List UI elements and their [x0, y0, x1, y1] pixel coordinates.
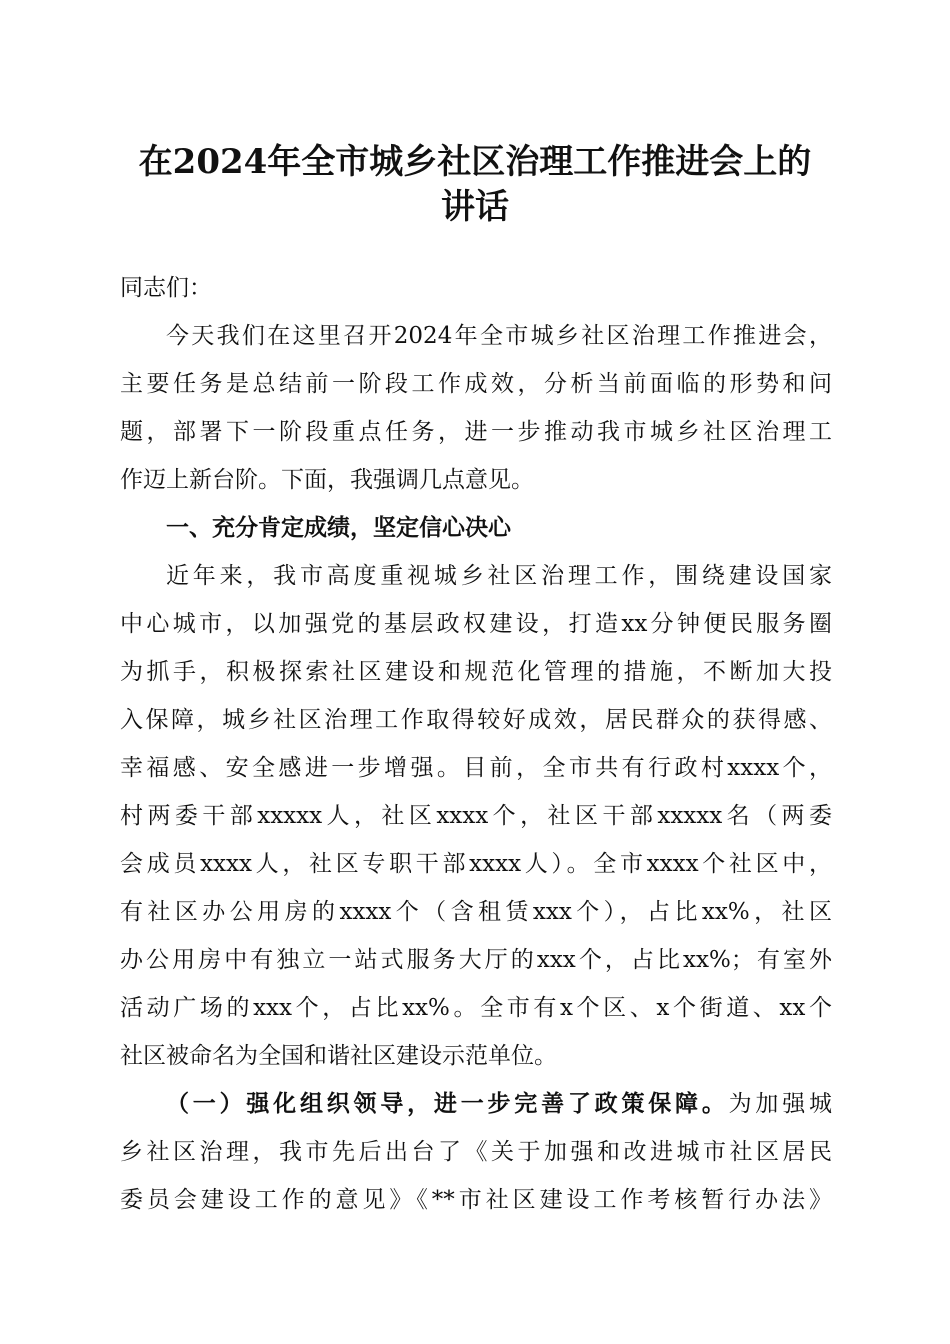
- document-title-line-1: 在2024年全市城乡社区治理工作推进会上的: [138, 142, 812, 182]
- subsection-lead: （一）强化组织领导，进一步完善了政策保障。: [166, 1090, 729, 1117]
- paragraph-line: 委员会建设工作的意见》《**市社区建设工作考核暂行办法》: [120, 1187, 832, 1213]
- paragraph-line: 会成员xxxx人，社区专职干部xxxx人）。全市xxxx个社区中，: [120, 851, 832, 877]
- paragraph-line: 办公用房中有独立一站式服务大厅的xxx个，占比xx%；有室外: [120, 947, 832, 973]
- intro-line: 今天我们在这里召开2024年全市城乡社区治理工作推进会，: [166, 323, 832, 349]
- paragraph-line: 村两委干部xxxxx人，社区xxxx个，社区干部xxxxx名（两委: [120, 803, 832, 829]
- intro-line: 作迈上新台阶。下面，我强调几点意见。: [120, 467, 534, 493]
- paragraph-line: 社区被命名为全国和谐社区建设示范单位。: [120, 1043, 557, 1069]
- intro-line: 主要任务是总结前一阶段工作成效，分析当前面临的形势和问: [120, 371, 832, 397]
- paragraph-line: 乡社区治理，我市先后出台了《关于加强和改进城市社区居民: [120, 1139, 832, 1165]
- paragraph-line: 幸福感、安全感进一步增强。目前，全市共有行政村xxxx个，: [120, 755, 832, 781]
- subsection-line: [120, 1080, 832, 1128]
- paragraph-line: 为抓手，积极探索社区建设和规范化管理的措施，不断加大投: [120, 659, 832, 685]
- subsection-text: 为加强城: [728, 1091, 833, 1117]
- paragraph-line: 中心城市，以加强党的基层政权建设，打造xx分钟便民服务圈: [120, 611, 832, 637]
- section-heading: 一、充分肯定成绩，坚定信心决心: [166, 514, 511, 541]
- salutation: 同志们：: [120, 275, 212, 301]
- intro-line: 题，部署下一阶段重点任务，进一步推动我市城乡社区治理工: [120, 419, 832, 445]
- document-title-line-2: 讲话: [441, 187, 509, 227]
- paragraph-line: 活动广场的xxx个，占比xx%。全市有x个区、x个街道、xx个: [120, 995, 832, 1021]
- paragraph-line: 近年来，我市高度重视城乡社区治理工作，围绕建设国家: [166, 563, 832, 589]
- document-body: [120, 264, 832, 1224]
- paragraph-line: 入保障，城乡社区治理工作取得较好成效，居民群众的获得感、: [120, 707, 832, 733]
- paragraph-line: 有社区办公用房的xxxx个（含租赁xxx个），占比xx%，社区: [120, 899, 832, 925]
